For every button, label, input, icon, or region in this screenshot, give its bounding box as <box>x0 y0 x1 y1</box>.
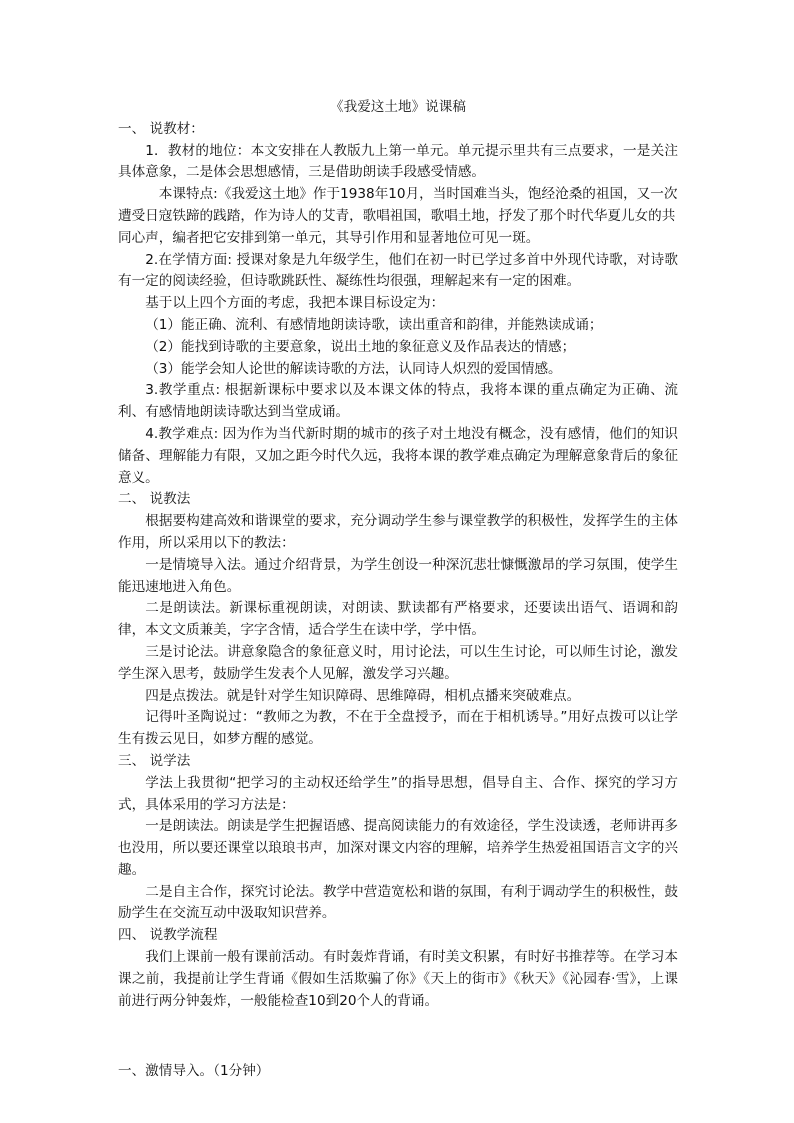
paragraph: 1．教材的地位：本文安排在人教版九上第一单元。单元提示里共有三点要求，一是关注具体意象，二是体会思想感情，三是借助朗读手段感受情感。 <box>118 142 678 181</box>
paragraph: 4.教学难点: 因为作为当代新时期的城市的孩子对土地没有概念，没有感情，他们的知识储备、理解能力有限，又加之距今时代久远，我将本课的教学难点确定为理解意象背后的象征意义。 <box>118 425 678 486</box>
paragraph: （2）能找到诗歌的主要意象，说出土地的象征意义及作品表达的情感； <box>145 338 576 355</box>
paragraph: 四是点拨法。就是针对学生知识障碍、思维障碍，相机点播来突破难点。 <box>145 687 581 704</box>
document-page <box>118 97 678 1083</box>
section-heading: 四、 说教学流程 <box>118 927 218 944</box>
paragraph: 学法上我贯彻“把学习的主动权还给学生”的指导思想，倡导自主、合作、探究的学习方式，具体采用的学习方法是： <box>118 774 678 813</box>
paragraph: 三是讨论法。讲意象隐含的象征意义时，用讨论法，可以生生讨论，可以师生讨论，激发学生深入思考，鼓励学生发表个人见解，激发学习兴趣。 <box>118 643 678 682</box>
paragraph: 根据要构建高效和谐课堂的要求，充分调动学生参与课堂教学的积极性，发挥学生的主体作用，所以采用以下的教法： <box>118 513 678 551</box>
paragraph: 基于以上四个方面的考虑，我把本课目标设定为： <box>145 295 445 312</box>
paragraph: 二是自主合作，探究讨论法。教学中营造宽松和谐的氛围，有利于调动学生的积极性，鼓励学生在交流互动中汲取知识营养。 <box>118 883 678 922</box>
section-heading: 三、 说学法 <box>118 752 191 769</box>
paragraph: 3.教学重点: 根据新课标中要求以及本课文体的特点，我将本课的重点确定为正确、流利、有感情地朗读诗歌达到当堂成诵。 <box>118 382 678 421</box>
paragraph: 一是情境导入法。通过介绍背景，为学生创设一种深沉悲壮慷慨激昂的学习氛围，使学生能迅速地进入角色。 <box>118 556 678 595</box>
blank-line <box>118 1026 678 1048</box>
paragraph: 一是朗读法。朗读是学生把握语感、提高阅读能力的有效途径，学生没读透，老师讲再多也没用，所以要还课堂以琅琅书声，加深对课文内容的理解，培养学生热爱祖国语言文字的兴趣。 <box>118 818 678 878</box>
paragraph: 记得叶圣陶说过：“教师之为教，不在于全盘授予，而在于相机诱导。”用好点拨可以让学生有拨云见日，如梦方醒的感觉。 <box>118 709 678 748</box>
paragraph: （1）能正确、流利、有感情地朗读诗歌，读出重音和韵律，并能熟读成诵； <box>145 316 603 333</box>
document-body <box>118 119 678 1083</box>
paragraph: 我们上课前一般有课前活动。有时轰炸背诵，有时美文积累，有时好书推荐等。在学习本课之前，我提前让学生背诵《假如生活欺骗了你》《天上的街市》《秋天》《沁园春·雪》，上课前进行两分钟轰炸，一般能检查10到20个人的背诵。 <box>118 949 678 1009</box>
paragraph: 本课特点:《我爱这土地》作于1938年10月，当时国难当头，饱经沧桑的祖国，又一次遭受日寇铁蹄的践踏，作为诗人的艾青，歌唱祖国，歌唱土地，抒发了那个时代华夏儿女的共同心声，编者把它安排到第一单元，其导引作用和显著地位可见一斑。 <box>118 186 678 246</box>
section-heading: 一、 说教材： <box>118 120 204 137</box>
section-heading: 二、 说教法 <box>118 491 191 508</box>
paragraph: （3）能学会知人论世的解读诗歌的方法，认同诗人炽烈的爱国情感。 <box>145 360 562 377</box>
paragraph: 2.在学情方面: 授课对象是九年级学生，他们在初一时已学过多首中外现代诗歌，对诗歌有一定的阅读经验，但诗歌跳跃性、凝练性均很强，理解起来有一定的困难。 <box>118 251 678 290</box>
document-title: 《我爱这土地》说课稿 <box>330 99 466 115</box>
section-heading: 一、激情导入。（1分钟） <box>118 1063 270 1080</box>
paragraph: 二是朗读法。新课标重视朗读，对朗读、默读都有严格要求，还要读出语气、语调和韵律，本文文质兼美，字字含情，适合学生在读中学，学中悟。 <box>118 600 678 639</box>
